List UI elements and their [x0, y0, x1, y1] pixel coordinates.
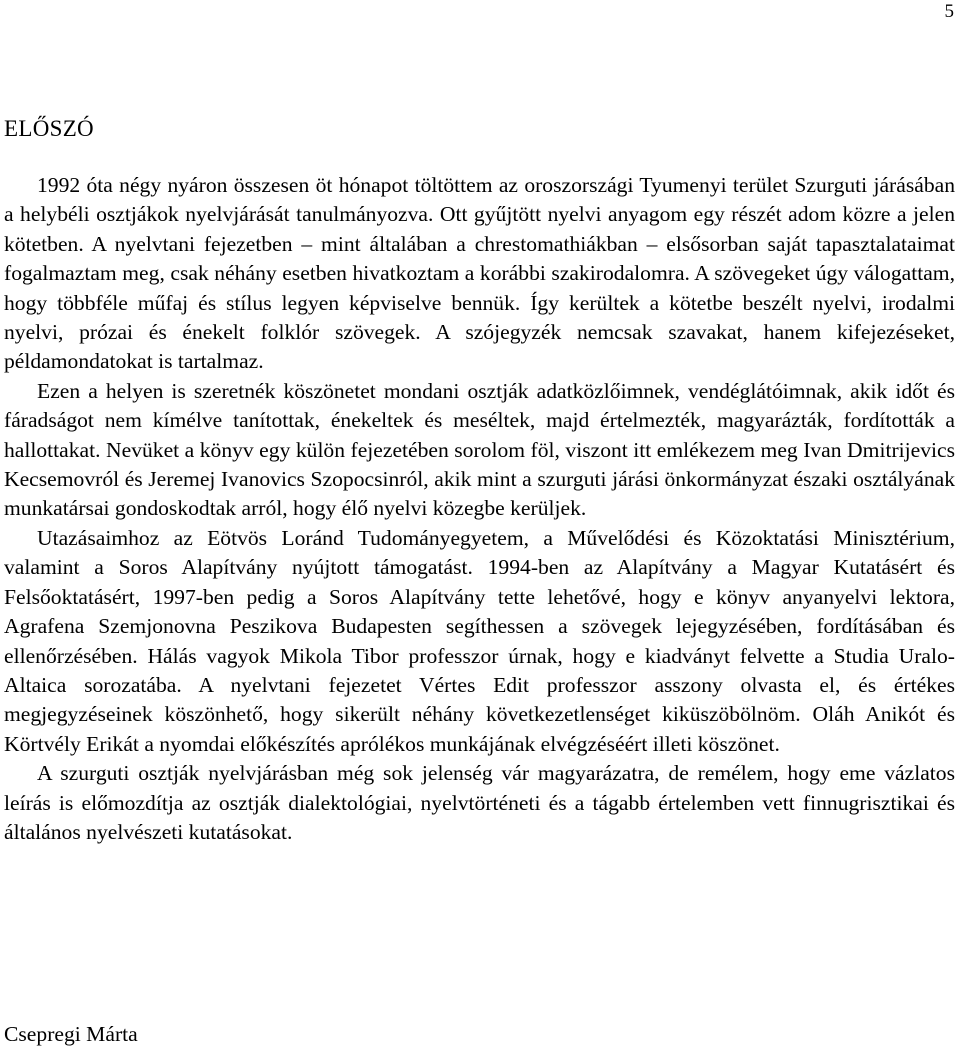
paragraph-intro: 1992 óta négy nyáron összesen öt hónapot töltöttem az oroszországi Tyumenyi terület Szurguti járásában a helybéli osztjákok nyelvjárását tanulmányozva. Ott gyűjtött nyelvi anyagom egy részét adom közre a jelen kötetben. A nyelvtani fejezetben – mint általában a chrestomathiákban – elsősorban saját tapasztalataimat fogalmaztam meg, csak néhány esetben hivatkoztam a korábbi szakirodalomra. A szövegeket úgy válogattam, hogy többféle műfaj és stílus legyen képviselve bennük. Így kerültek a kötetbe beszélt nyelvi, irodalmi nyelvi, prózai és énekelt folklór szövegek. A szójegyzék nemcsak szavakat, hanem kifejezéseket, példamondatokat is tartalmaz. — [4, 173, 955, 374]
paragraph-acknowledgements-support: Utazásaimhoz az Eötvös Loránd Tudományegyetem, a Művelődési és Közoktatási Minisztérium, valamint a Soros Alapítvány nyújtott támogatást. 1994-ben az Alapítvány a Magyar Kutatásért és Felsőoktatásért, 1997-ben pedig a Soros Alapítvány tette lehetővé, hogy e könyv anyanyelvi lektora, Agrafena Szemjonovna Peszikova Budapesten segíthessen a szövegek lejegyzésében, fordításában és ellenőrzésében. Hálás vagyok Mikola Tibor professzor úrnak, hogy e kiadványt felvette a Studia Uralo-Altaica sorozatába. A nyelvtani fejezetet Vértes Edit professzor asszony olvasta el, és értékes megjegyzéseinek köszönhető, hogy sikerült néhány következetlenséget kiküszöbölnöm. Oláh Anikót és Körtvély Erikát a nyomdai előkészítés aprólékos munkájának elvégzéséért illeti köszönet. — [4, 525, 955, 756]
page-number: 5 — [944, 1, 954, 22]
page-title: ELŐSZÓ — [4, 116, 94, 141]
author-signature: Csepregi Márta — [4, 1022, 138, 1046]
paragraph-acknowledgements-informants: Ezen a helyen is szeretnék köszönetet mondani osztják adatközlőimnek, vendéglátóimnak, akik időt és fáradságot nem kímélve tanítottak, énekeltek és meséltek, majd értelmezték, magyarázták, fordították a hallottakat. Nevüket a könyv egy külön fejezetében sorolom föl, viszont itt emlékezem meg Ivan Dmitrijevics Kecsemovról és Jeremej Ivanovics Szopocsinról, akik mint a szurguti járási önkormányzat északi osztályának munkatársai gondoskodtak arról, hogy élő nyelvi közegbe kerüljek. — [4, 378, 955, 521]
paragraph-closing: A szurguti osztják nyelvjárásban még sok jelenség vár magyarázatra, de remélem, hogy eme vázlatos leírás is előmozdítja az osztják dialektológiai, nyelvtörténeti és a tágabb értelemben vett finnugrisztikai és általános nyelvészeti kutatásokat. — [4, 761, 955, 844]
foreword-body — [4, 171, 955, 847]
